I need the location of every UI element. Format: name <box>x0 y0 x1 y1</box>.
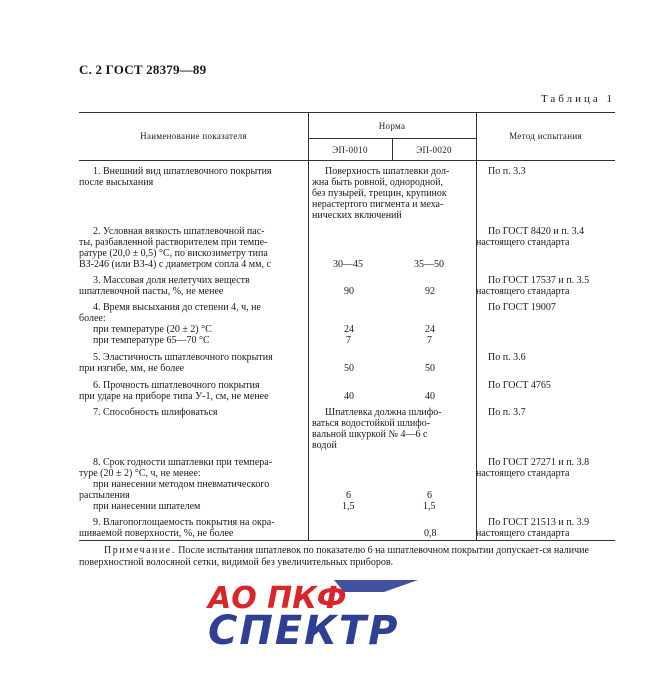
indicator-name: ты, разбавленной растворителем при темпе- <box>79 237 268 248</box>
norm-text: без пузырей, трещин, крупинок <box>312 188 447 199</box>
indicator-name: при ударе на приборе типа У-1, см, не менее <box>79 391 269 402</box>
indicator-name: 9. Влагопоглощаемость покрытия на окра- <box>93 517 275 528</box>
col-divider-1 <box>308 112 309 540</box>
indicator-name: более: <box>79 313 106 324</box>
value-ep0020: 50 <box>425 363 435 374</box>
value-ep0010: 50 <box>344 363 354 374</box>
logo-line2: СПЕКТР <box>208 608 400 650</box>
company-logo <box>204 578 464 650</box>
value-ep0010: 24 <box>344 324 354 335</box>
indicator-name: шпатлевочной пасты, %, не менее <box>79 286 224 297</box>
note-label: Примечание. <box>104 545 176 556</box>
value-ep0010: 6 <box>346 490 351 501</box>
method-text: настоящего стандарта <box>476 237 570 248</box>
method-text: настоящего стандарта <box>476 528 570 539</box>
indicator-name: 6. Прочность шпатлевочного покрытия <box>93 380 260 391</box>
method-text: По ГОСТ 4765 <box>488 380 551 391</box>
norm-text: ваться водостойкой шлифо- <box>312 418 431 429</box>
table-caption: Таблица 1 <box>540 93 615 105</box>
value-ep0010: 40 <box>344 391 354 402</box>
method-text: По п. 3.7 <box>488 407 526 418</box>
indicator-name: 4. Время высыхания до степени 4, ч, не <box>93 302 261 313</box>
indicator-name: при температуре 65—70 °С <box>93 335 210 346</box>
norm-text: нических включений <box>312 210 402 221</box>
indicator-name: при нанесении методом пневматического <box>93 479 270 490</box>
indicator-name: при изгибе, мм, не более <box>79 363 185 374</box>
norm-text: вальной шкуркой № 4—6 с <box>312 429 428 440</box>
method-text: По п. 3.3 <box>488 166 526 177</box>
value-ep0020: 92 <box>425 286 435 297</box>
header-norm: Норма <box>378 121 406 131</box>
method-text: По ГОСТ 21513 и п. 3.9 <box>488 517 590 528</box>
method-text: По п. 3.6 <box>488 352 526 363</box>
value-ep0020: 40 <box>425 391 435 402</box>
table-note <box>79 545 615 569</box>
indicator-name: 5. Эластичность шпатлевочного покрытия <box>93 352 273 363</box>
indicator-name: 1. Внешний вид шпатлевочного покрытия <box>93 166 272 177</box>
indicator-name: ратуре (20,0 ± 0,5) °С, по вискозиметру типа <box>79 248 268 259</box>
indicator-name: 3. Массовая доля нелетучих веществ <box>93 275 250 286</box>
method-text: По ГОСТ 19007 <box>488 302 556 313</box>
value-ep0010: 30—45 <box>333 259 363 270</box>
logo-line1: АО ПКФ <box>208 581 347 616</box>
note-text: После испытания шпатлевок по показателю 6 на шпатлевочном покрытии допускает-ся наличие поверхностной волосяной сетки, видимой без увеличительных приборов. <box>79 545 589 568</box>
norm-text: жна быть ровной, однородной, <box>312 177 444 188</box>
value-ep0020: 6 <box>427 490 432 501</box>
value-ep0020: 24 <box>425 324 435 335</box>
method-text: настоящего стандарта <box>476 468 570 479</box>
norm-text: Поверхность шпатлевки дол- <box>325 166 450 177</box>
header-ep0020: ЭП-0020 <box>416 145 452 155</box>
value-ep0020: 7 <box>427 335 432 346</box>
indicator-name: туре (20 ± 2) °С, ч, не менее: <box>79 468 201 479</box>
norm-text: Шпатлевка должна шлифо- <box>325 407 442 418</box>
indicator-name: после высыхания <box>79 177 154 188</box>
header-ep0010: ЭП-0010 <box>332 145 368 155</box>
indicator-name: распыления <box>79 490 130 501</box>
value-ep0010: — <box>343 522 353 533</box>
value-ep0020: 0,8 <box>424 528 437 539</box>
indicator-name: при нанесении шпателем <box>93 501 201 512</box>
header-indicator: Наименование показателя <box>140 131 247 141</box>
indicator-name: 2. Условная вязкость шпатлевочной пас- <box>93 226 265 237</box>
page-title: С. 2 ГОСТ 28379—89 <box>79 62 207 77</box>
header-bottom-rule <box>79 160 615 161</box>
value-ep0010: 7 <box>346 335 351 346</box>
method-text: настоящего стандарта <box>476 286 570 297</box>
indicator-name: шиваемой поверхности, %, не более <box>79 528 234 539</box>
logo-swoosh <box>334 580 418 592</box>
method-text: По ГОСТ 17537 и п. 3.5 <box>488 275 590 286</box>
norm-text: водой <box>312 440 337 451</box>
value-ep0010: 90 <box>344 286 354 297</box>
table-bottom-rule <box>79 540 615 541</box>
value-ep0020: 1,5 <box>423 501 436 512</box>
value-ep0010: 1,5 <box>342 501 355 512</box>
norm-text: нерастертого пигмента и меха- <box>312 199 444 210</box>
indicator-name: 8. Срок годности шпатлевки при темпера- <box>93 457 273 468</box>
table-top-rule <box>79 112 615 113</box>
method-text: По ГОСТ 8420 и п. 3.4 <box>488 226 585 237</box>
indicator-name: 7. Способность шлифоваться <box>93 407 218 418</box>
value-ep0020: 35—50 <box>414 259 444 270</box>
indicator-name: при температуре (20 ± 2) °С <box>93 324 212 335</box>
header-method: Метод испытания <box>509 131 582 141</box>
indicator-name: ВЗ-246 (или ВЗ-4) с диаметром сопла 4 мм, с <box>79 259 271 270</box>
method-text: По ГОСТ 27271 и п. 3.8 <box>488 457 590 468</box>
